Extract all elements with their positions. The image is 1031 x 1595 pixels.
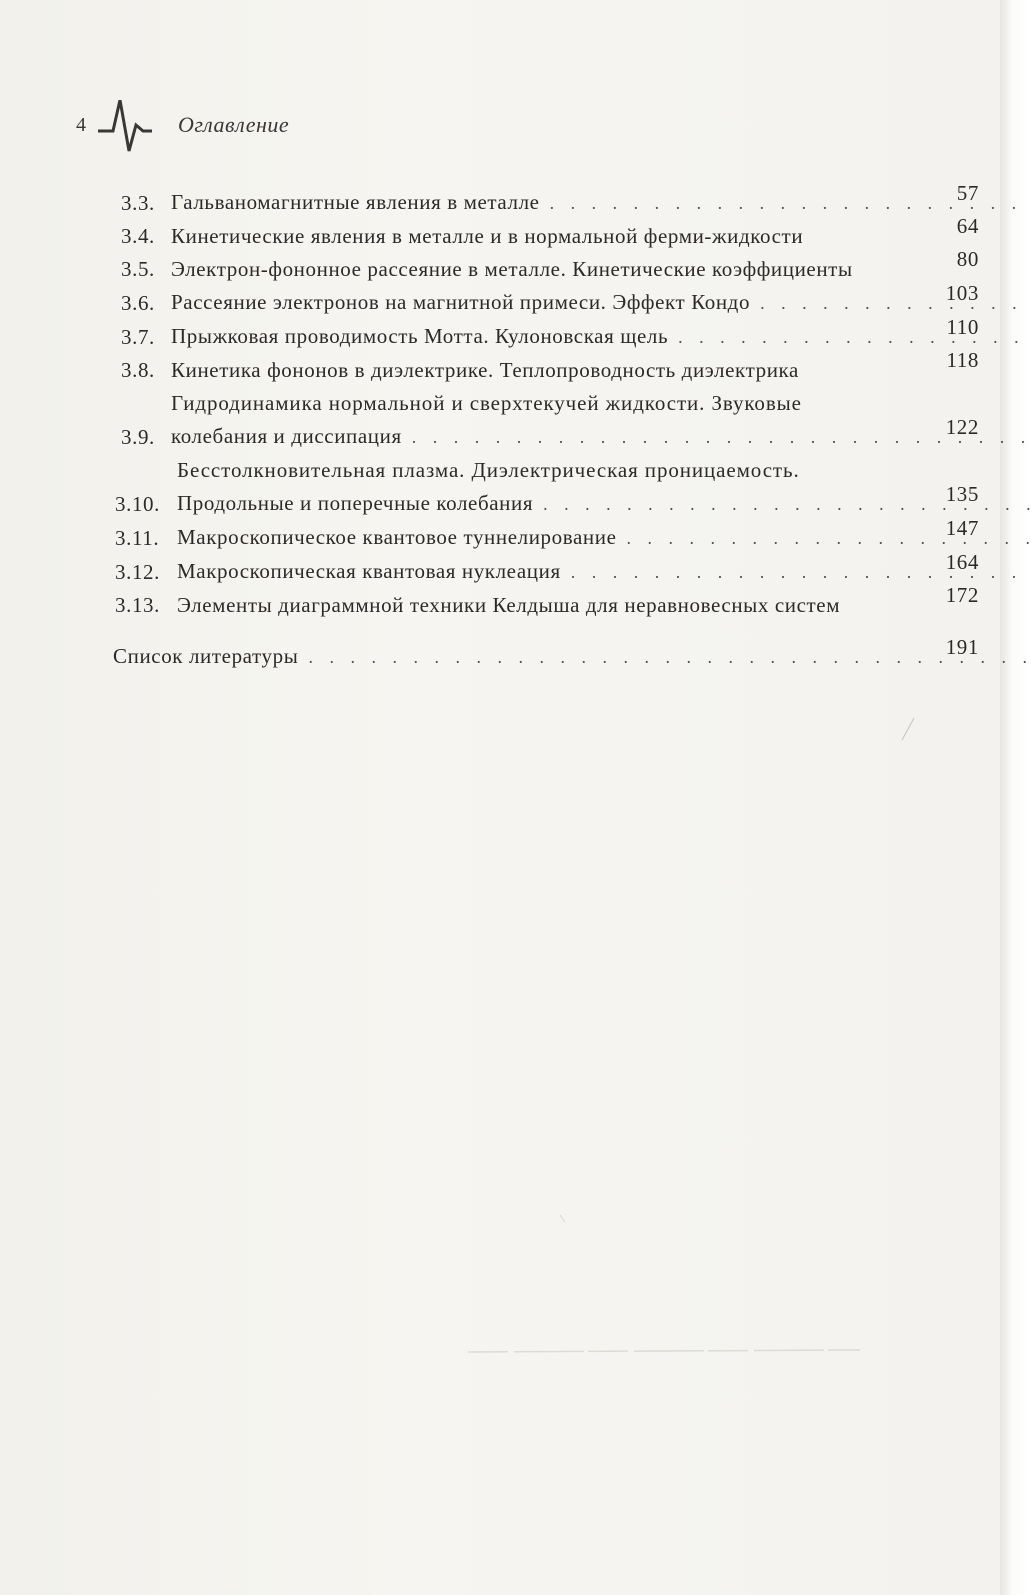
- toc-entry-title: Элементы диаграммной техники Келдыша для неравновесных систем: [177, 593, 841, 617]
- toc-entry-page: 57: [956, 181, 979, 205]
- toc-entry[interactable]: [113, 315, 985, 354]
- toc-entry-title: Макроскопическое квантовое туннелирование: [177, 525, 617, 549]
- toc-entry-page: 64: [956, 214, 979, 238]
- toc-entry-number: 3.9.: [121, 425, 155, 449]
- toc-entry-page: 103: [945, 281, 979, 305]
- bibliography-title: Список литературы: [113, 644, 299, 668]
- toc-entry[interactable]: [113, 387, 985, 454]
- toc-entry-title: Кинетические явления в металле и в нормальной ферми-жидкости: [171, 224, 804, 248]
- toc-entry[interactable]: [113, 550, 985, 589]
- toc-entry[interactable]: [113, 281, 985, 320]
- toc-entry-title-continued: колебания и диссипация: [171, 424, 402, 448]
- toc-entry[interactable]: [113, 247, 985, 286]
- toc-entry-bibliography[interactable]: [113, 635, 985, 674]
- toc-entry-title: Гидродинамика нормальной и сверхтекучей жидкости. Звуковые: [171, 391, 802, 415]
- toc-entry[interactable]: [113, 454, 985, 521]
- toc-entry-number: 3.4.: [121, 224, 155, 248]
- toc-entry-title: Рассеяние электронов на магнитной примеси. Эффект Кондо: [171, 290, 751, 314]
- toc-entry-number: 3.6.: [121, 291, 155, 315]
- toc-entry-title: Бесстолкновительная плазма. Диэлектрическая проницаемость.: [177, 458, 800, 482]
- toc-entry-page: 135: [945, 482, 979, 506]
- toc-entry-page: 122: [945, 415, 979, 439]
- toc-entry-page: 147: [945, 516, 979, 540]
- toc-entry-title: Электрон-фононное рассеяние в металле. Кинетические коэффициенты: [171, 257, 853, 281]
- toc-entry-number: 3.10.: [115, 492, 160, 516]
- dot-leader: [760, 287, 1031, 320]
- toc-entry[interactable]: [113, 214, 985, 253]
- page-edge: [1000, 0, 1031, 1595]
- toc-entry[interactable]: [113, 516, 985, 555]
- pulse-wave-icon: [96, 100, 152, 156]
- table-of-contents: [113, 181, 985, 674]
- toc-entry-page: 172: [945, 583, 979, 607]
- toc-entry[interactable]: [113, 583, 985, 622]
- toc-entry-number: 3.12.: [115, 560, 160, 584]
- toc-entry-number: 3.11.: [115, 526, 160, 550]
- toc-entry-number: 3.8.: [121, 358, 155, 382]
- toc-entry-title: Прыжковая проводимость Мотта. Кулоновская щель: [171, 324, 669, 348]
- toc-entry-page: 164: [945, 550, 979, 574]
- page-number: 4: [76, 114, 86, 136]
- toc-entry-title: Гальваномагнитные явления в металле: [171, 190, 540, 214]
- header-title: Оглавление: [178, 112, 290, 137]
- toc-entry-page: 118: [946, 348, 979, 372]
- toc-entry-number: 3.7.: [121, 325, 155, 349]
- section-gap: [113, 622, 985, 640]
- toc-entry-number: 3.3.: [121, 191, 155, 215]
- toc-entry-page: 80: [956, 247, 979, 271]
- toc-entry-page: 110: [946, 315, 979, 339]
- toc-entry-title: Макроскопическая квантовая нуклеация: [177, 559, 561, 583]
- toc-entry-number: 3.13.: [115, 593, 160, 617]
- running-header: [76, 100, 476, 160]
- toc-entry-title-continued: Продольные и поперечные колебания: [177, 491, 534, 515]
- toc-entry[interactable]: [113, 348, 985, 387]
- toc-entry-title: Кинетика фононов в диэлектрике. Теплопроводность диэлектрика: [171, 358, 799, 382]
- bibliography-page: 191: [945, 635, 979, 659]
- toc-entry-number: 3.5.: [121, 257, 155, 281]
- toc-entry[interactable]: [113, 181, 985, 220]
